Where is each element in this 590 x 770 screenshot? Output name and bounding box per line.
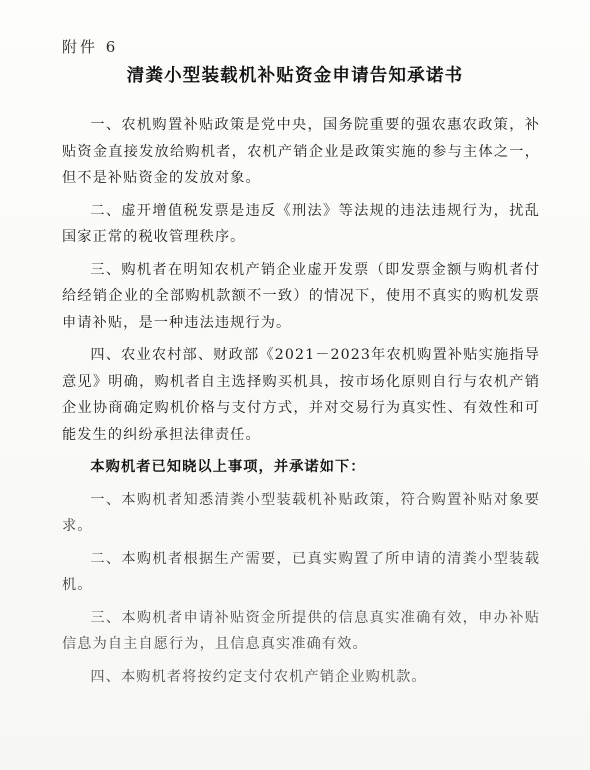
policy-paragraph-2: 二、虚开增值税发票是违反《刑法》等法规的违法违规行为，扰乱国家正常的税收管理秩序。 (62, 202, 540, 245)
document-body (62, 112, 540, 696)
document-title: 清粪小型装载机补贴资金申请告知承诺书 (126, 66, 464, 86)
commitment-intro: 本购机者已知晓以上事项，并承诺如下： (90, 459, 366, 475)
policy-paragraph-4: 四、农业农村部、财政部《2021－2023年农机购置补贴实施指导意见》明确，购机者自主选择购买机具，按市场化原则自行与农机产销企业协商确定购机价格与支付方式，并对交易行为真实性、有效性和可能发生的纠纷承担法律责任。 (62, 347, 540, 443)
policy-paragraph-3: 三、购机者在明知农机产销企业虚开发票（即发票金额与购机者付给经销企业的全部购机款额不一致）的情况下，使用不真实的购机发票申请补贴，是一种违法违规行为。 (62, 261, 540, 331)
commitment-item-2: 二、本购机者根据生产需要，已真实购置了所申请的清粪小型装载机。 (62, 550, 540, 593)
commitment-item-4: 四、本购机者将按约定支付农机产销企业购机款。 (90, 668, 427, 685)
attachment-label: 附件 6 (62, 38, 119, 56)
commitment-item-1: 一、本购机者知悉清粪小型装载机补贴政策，符合购置补贴对象要求。 (62, 491, 540, 534)
commitment-item-3: 三、本购机者申请补贴资金所提供的信息真实准确有效，申办补贴信息为自主自愿行为，且信息真实准确有效。 (62, 609, 540, 652)
policy-paragraph-1: 一、农机购置补贴政策是党中央，国务院重要的强农惠农政策，补贴资金直接发放给购机者，农机产销企业是政策实施的参与主体之一，但不是补贴资金的发放对象。 (62, 117, 540, 186)
